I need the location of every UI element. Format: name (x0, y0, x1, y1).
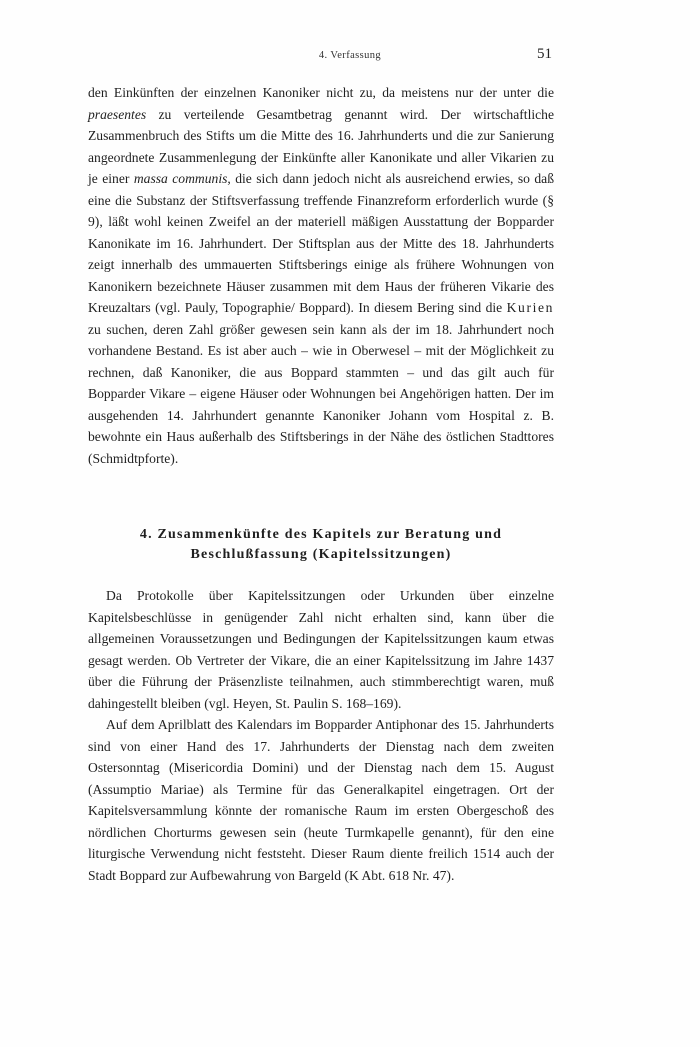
paragraph-3: Auf dem Aprilblatt des Kalendars im Bopparder Antiphonar des 15. Jahrhunderts sind von einer Hand des 17. Jahrhunderts der Dienstag nach dem zweiten Ostersonntag (Misericordia Domini) und der Dienstag nach dem 15. August (Assumptio Mariae) als Termine für das Generalkapitel eingetragen. Ort der Kapitelsversammlung könnte der romanische Raum im ersten Obergeschoß des nördlichen Chorturms gewesen sein (heute Turmkapelle genannt), für den eine liturgische Verwendung nicht feststeht. Dieser Raum diente freilich 1514 auch der Stadt Boppard zur Aufbewahrung von Bargeld (K Abt. 618 Nr. 47). (88, 717, 554, 883)
italic-term: massa communis (133, 171, 228, 186)
body-text (88, 82, 554, 886)
spaced-term: Kurien (506, 300, 554, 315)
page-number: 51 (537, 46, 552, 62)
paragraph-1-text: den Einkünften der einzelnen Kanoniker nicht zu, da meistens nur der unter die (88, 85, 554, 100)
paragraph-1-text: zu suchen, deren Zahl größer gewesen sein kann als der im 18. Jahrhundert noch vorhandene Bestand. Es ist aber auch – wie in Oberwesel – mit der Möglichkeit zu rechnen, daß Kanoniker, die aus Boppard stammten – und das gilt auch für Bopparder Vikare – eigene Häuser oder Wohnungen bei Angehörigen hatten. Der im ausgehenden 14. Jahrhundert genannte Kanoniker Johann vom Hospital z. B. bewohnte ein Haus außerhalb des Stiftsberings in der Nähe des östlichen Stadttores (Schmidtpforte). (88, 321, 554, 466)
section-heading (88, 525, 554, 565)
section-heading-line-1: 4. Zusammenkünfte des Kapitels zur Beratung und (139, 527, 503, 542)
paragraph-2: Da Protokolle über Kapitelssitzungen oder Urkunden über einzelne Kapitelsbeschlüsse in genügender Zahl nicht erhalten sind, kann über die allgemeinen Voraussetzungen und Bedingungen der Kapitelssitzungen kaum etwas gesagt werden. Ob Vertreter der Vikare, die an einer Kapitelssitzung im Jahre 1437 über die Führung der Präsenzliste teilnahmen, auch stimmberechtigt waren, muß dahingestellt bleiben (vgl. Heyen, St. Paulin S. 168–169). (88, 588, 554, 711)
paragraph-1 (88, 82, 554, 469)
running-title: 4. Verfassung (318, 50, 382, 61)
paragraph-1-text: , die sich dann jedoch nicht als ausreichend erwies, so daß eine die Substanz der Stiftsverfassung treffende Finanzreform erforderlich wurde (§ 9), läßt wohl keinen Zweifel an der materiell mäßigen Ausstattung der Bopparder Kanonikate im 16. Jahrhundert. Der Stiftsplan aus der Mitte des 18. Jahrhunderts zeigt innerhalb des ummauerten Stiftsberings einige als frühere Wohnungen von Kanonikern bezeichnete Häuser zusammen mit dem Haus der früheren Vikarie des Kreuzaltars (vgl. Pauly, Topographie/ Boppard). In diesem Bering sind die (88, 171, 555, 315)
section-heading-line-2: Beschlußfassung (Kapitelssitzungen) (190, 547, 452, 562)
paragraph-1-text: zu verteilende Gesamtbetrag genannt wird. Der wirtschaftliche Zusammenbruch des Stifts um die Mitte des 16. Jahrhunderts und die zur Sanierung angeordnete Zusammenlegung der Einkünfte aller Kanonikate und aller Vikarien zu je einer (88, 106, 554, 186)
italic-term: praesentes (88, 106, 147, 122)
